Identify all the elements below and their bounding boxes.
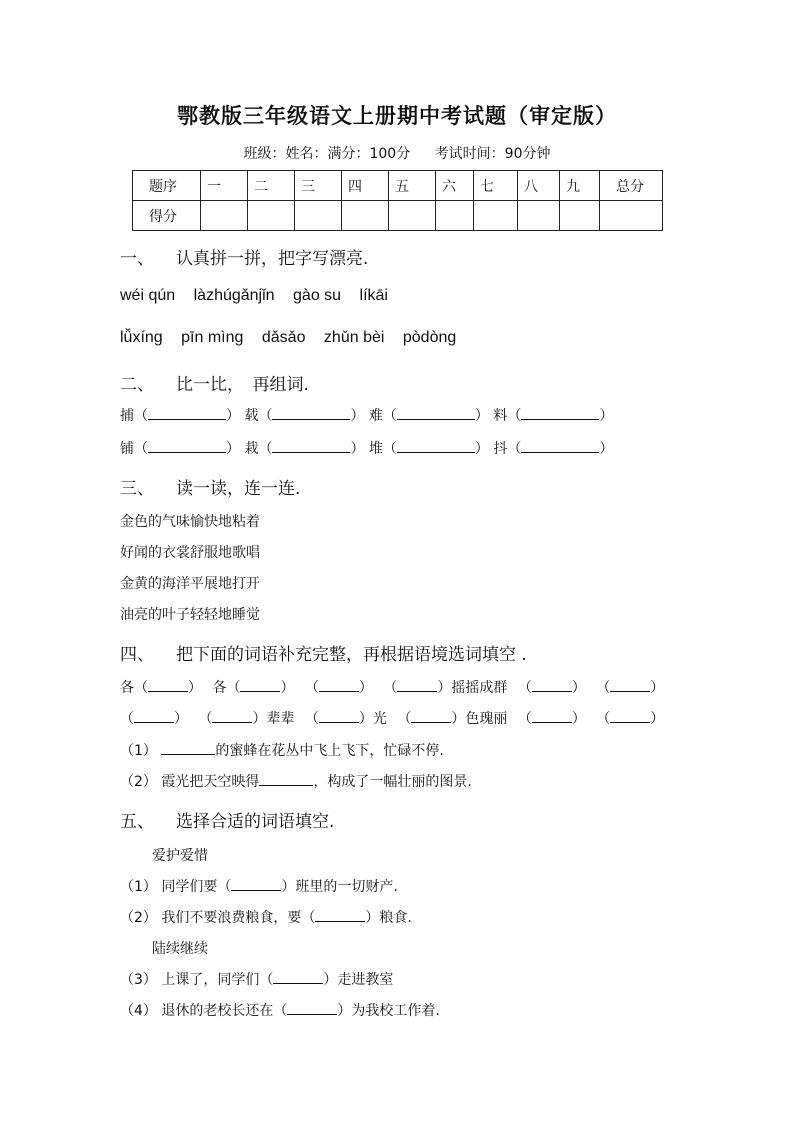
answer-blank[interactable]	[273, 969, 323, 984]
char-item: 捕	[120, 408, 134, 424]
idiom-row-1	[120, 677, 670, 697]
char-item: 各	[120, 680, 134, 696]
answer-blank[interactable]	[397, 438, 475, 453]
char-item: 铺	[120, 441, 134, 457]
answer-blank[interactable]	[148, 438, 226, 453]
section4-heading	[120, 640, 527, 665]
section-number: 四、	[120, 645, 154, 665]
answer-blank[interactable]	[212, 708, 252, 723]
idiom-row-2	[120, 708, 670, 728]
answer-blank[interactable]	[319, 677, 359, 692]
char-item: 载	[244, 408, 259, 424]
pinyin-item: làzhúgǎnjǐn	[193, 287, 275, 304]
answer-blank[interactable]	[397, 405, 475, 420]
answer-blank[interactable]	[521, 405, 599, 420]
score-table-header-row	[133, 171, 663, 201]
question-number: （2）	[120, 774, 157, 790]
score-cell[interactable]	[436, 201, 474, 231]
table-cell: 七	[474, 171, 518, 201]
answer-blank[interactable]	[240, 677, 280, 692]
score-table-score-row	[133, 201, 663, 231]
table-cell: 九	[560, 171, 600, 201]
section3-heading	[120, 474, 300, 499]
answer-blank[interactable]	[148, 405, 226, 420]
pinyin-row-2	[120, 329, 470, 347]
question-text: 上课了，同学们	[161, 972, 260, 988]
question-text: 同学们要	[161, 879, 218, 895]
char-item: 堆	[368, 441, 383, 457]
answer-blank[interactable]	[287, 1000, 337, 1015]
fill-question-2	[120, 771, 472, 791]
table-cell: 八	[518, 171, 560, 201]
char-item: 料	[493, 408, 508, 424]
answer-blank[interactable]	[272, 405, 350, 420]
word-item: 光	[372, 711, 387, 727]
section2-heading	[120, 370, 309, 395]
answer-blank[interactable]	[397, 677, 437, 692]
table-cell: 四	[342, 171, 389, 201]
section-number: 三、	[120, 479, 154, 499]
table-cell: 总分	[600, 171, 663, 201]
table-cell: 得分	[133, 201, 201, 231]
score-cell[interactable]	[342, 201, 389, 231]
section-title: 选择合适的词语填空.	[176, 812, 335, 832]
score-cell[interactable]	[474, 201, 518, 231]
question-text: 班里的一切财产.	[295, 879, 398, 895]
answer-blank[interactable]	[315, 907, 365, 922]
match-line: 金色的气味愉快地粘着	[120, 514, 260, 530]
pinyin-item: gào su	[293, 287, 342, 304]
section-number: 二、	[120, 375, 154, 395]
answer-blank[interactable]	[161, 740, 215, 755]
section5-heading	[120, 807, 334, 832]
match-line: 好闻的衣裳舒服地歌唱	[120, 545, 260, 561]
question-text: ，构成了一幅壮丽的图景.	[313, 774, 472, 790]
score-cell[interactable]	[248, 201, 295, 231]
answer-blank[interactable]	[319, 708, 359, 723]
word-item: 辈辈	[266, 711, 295, 727]
char-item: 各	[212, 680, 227, 696]
char-item: 栽	[244, 441, 259, 457]
answer-blank[interactable]	[411, 708, 451, 723]
word-group-row-1	[120, 405, 613, 425]
section-title: 把下面的词语补充完整，再根据语境选词填空 .	[176, 645, 527, 665]
table-cell: 题序	[133, 171, 201, 201]
pinyin-row-1	[120, 287, 402, 305]
table-cell: 一	[201, 171, 248, 201]
question-text: 霞光把天空映得	[161, 774, 260, 790]
question-text: 粮食.	[379, 910, 412, 926]
table-cell: 五	[389, 171, 436, 201]
pinyin-item: pòdòng	[402, 329, 457, 346]
answer-blank[interactable]	[521, 438, 599, 453]
table-cell: 二	[248, 171, 295, 201]
score-cell[interactable]	[295, 201, 342, 231]
pinyin-item: pīn mìng	[181, 329, 244, 346]
answer-blank[interactable]	[231, 876, 281, 891]
pinyin-item: líkāi	[359, 287, 388, 304]
question-text: 走进教室	[337, 972, 394, 988]
answer-blank[interactable]	[134, 708, 174, 723]
exam-time-label: 考试时间：90分钟	[434, 146, 551, 162]
answer-blank[interactable]	[610, 677, 650, 692]
score-cell[interactable]	[389, 201, 436, 231]
answer-blank[interactable]	[148, 677, 188, 692]
match-line: 油亮的叶子轻轻地睡觉	[120, 607, 260, 623]
score-cell[interactable]	[518, 201, 560, 231]
answer-blank[interactable]	[259, 771, 313, 786]
score-cell[interactable]	[201, 201, 248, 231]
question-number: （4）	[120, 1003, 157, 1019]
pinyin-item: lǚxíng	[120, 329, 163, 346]
choice-question-1	[120, 876, 398, 896]
question-number: （1）	[120, 743, 157, 759]
question-text: 退休的老校长还在	[161, 1003, 274, 1019]
section-number: 五、	[120, 812, 154, 832]
choice-question-4	[120, 1000, 440, 1020]
word-group-row-2	[120, 438, 613, 458]
answer-blank[interactable]	[272, 438, 350, 453]
score-table	[132, 170, 663, 231]
question-text: 为我校工作着.	[351, 1003, 440, 1019]
exam-info	[0, 143, 794, 163]
answer-blank[interactable]	[532, 708, 572, 723]
fill-question-1	[120, 740, 444, 760]
question-number: （2）	[120, 910, 157, 926]
char-item: 抖	[493, 441, 508, 457]
choice-question-3	[120, 969, 393, 989]
word-choice-group-1: 爱护爱惜	[152, 848, 208, 864]
word-item: 摇摇成群	[451, 680, 508, 696]
match-line: 金黄的海洋平展地打开	[120, 576, 260, 592]
section-title: 比一比， 再组词.	[176, 375, 309, 395]
page-title: 鄂教版三年级语文上册期中考试题（审定版）	[177, 104, 617, 128]
question-number: （3）	[120, 972, 157, 988]
pinyin-item: dǎsǎo	[261, 329, 306, 346]
section-title: 读一读，连一连.	[176, 479, 301, 499]
question-text: 我们不要浪费粮食，要	[161, 910, 302, 926]
pinyin-item: wéi qún	[120, 287, 176, 304]
word-item: 色瑰丽	[465, 711, 508, 727]
word-choice-group-2: 陆续继续	[152, 941, 208, 957]
section-title: 认真拼一拼，把字写漂亮.	[176, 249, 369, 269]
question-text: 的蜜蜂在花丛中飞上飞下，忙碌不停.	[215, 743, 444, 759]
score-cell[interactable]	[560, 201, 600, 231]
answer-blank[interactable]	[532, 677, 572, 692]
class-name-score-label: 班级：姓名：满分：100分	[243, 146, 411, 162]
question-number: （1）	[120, 879, 157, 895]
table-cell: 六	[436, 171, 474, 201]
table-cell: 三	[295, 171, 342, 201]
char-item: 难	[368, 408, 383, 424]
choice-question-2	[120, 907, 412, 927]
section1-heading	[120, 244, 368, 269]
section-number: 一、	[120, 249, 154, 269]
answer-blank[interactable]	[610, 708, 650, 723]
score-cell[interactable]	[600, 201, 663, 231]
pinyin-item: zhǔn bèi	[323, 329, 385, 346]
